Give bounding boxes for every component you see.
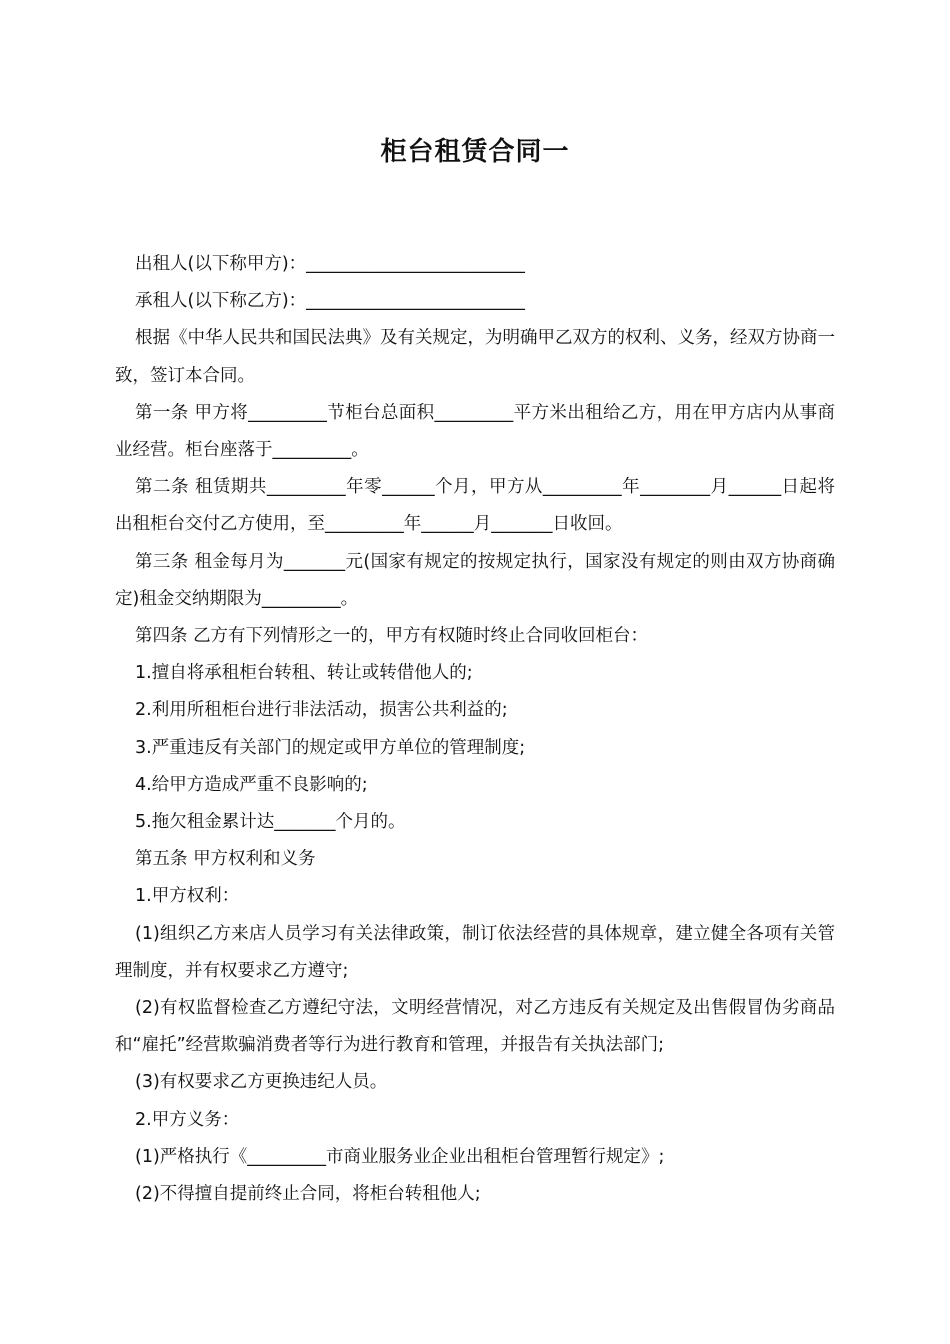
paragraph-lessor: 出租人(以下称甲方)：_________________________ [135,254,525,274]
paragraph-lessor-rights-1: (1)组织乙方来店人员学习有关法律政策，制订依法经营的具体规章，建立健全各项有关管理制度，并有权要求乙方遵守; [115,923,835,981]
paragraph-lessor-duties-1: (1)严格执行《_________市商业服务业企业出租柜台管理暂行规定》; [135,1146,665,1167]
paragraph-lessee: 承租人(以下称乙方)：_________________________ [135,291,525,312]
paragraph-article-4-item-5: 5.拖欠租金累计达_______个月的。 [135,812,406,833]
paragraph-lessor-rights-2: (2)有权监督检查乙方遵纪守法，文明经营情况，对乙方违反有关规定及出售假冒伪劣商品和“雇托”经营欺骗消费者等行为进行教育和管理，并报告有关执法部门; [115,998,835,1056]
paragraph-article-5: 第五条 甲方权利和义务 [135,849,316,870]
document-title: 柜台租赁合同一 [380,137,570,167]
paragraph-preamble: 根据《中华人民共和国民法典》及有关规定，为明确甲乙双方的权利、义务，经双方协商一致，签订本合同。 [115,328,835,386]
paragraph-lessor-rights: 1.甲方权利： [135,886,240,907]
paragraph-article-4-item-2: 2.利用所租柜台进行非法活动，损害公共利益的; [135,700,508,721]
paragraph-lessor-rights-3: (3)有权要求乙方更换违纪人员。 [135,1072,388,1093]
paragraph-article-4: 第四条 乙方有下列情形之一的，甲方有权随时终止合同收回柜台： [135,626,649,647]
paragraph-lessor-duties-2: (2)不得擅自提前终止合同，将柜台转租他人; [135,1184,481,1205]
paragraph-article-4-item-3: 3.严重违反有关部门的规定或甲方单位的管理制度; [135,737,526,758]
paragraph-article-2: 第二条 租赁期共_________年零______个月，甲方从_________年________月______日起将出租柜台交付乙方使用，至_________年______月_______日收回。 [115,477,835,535]
paragraph-article-3: 第三条 租金每月为_______元(国家有规定的按规定执行，国家没有规定的则由双方协商确定)租金交纳期限为_________。 [115,551,835,609]
paragraph-article-4-item-4: 4.给甲方造成严重不良影响的; [135,774,368,795]
paragraph-lessor-duties: 2.甲方义务： [135,1109,240,1130]
document-body [115,246,835,1213]
paragraph-article-4-item-1: 1.擅自将承租柜台转租、转让或转借他人的; [135,663,473,684]
paragraph-article-1: 第一条 甲方将_________节柜台总面积_________平方米出租给乙方，用在甲方店内从事商业经营。柜台座落于_________。 [115,402,835,461]
